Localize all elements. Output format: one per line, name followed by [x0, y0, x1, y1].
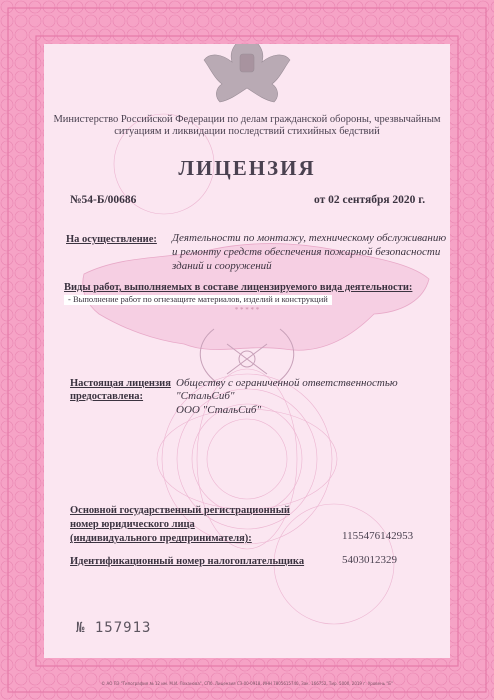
holder-value-line: ООО "СтальСиб" [176, 403, 262, 416]
holder-value [176, 377, 436, 417]
license-date: от 02 сентября 2020 г. [314, 194, 426, 206]
page-title: ЛИЦЕНЗИЯ [178, 156, 316, 180]
inn-label: Идентификационный номер налогоплательщика [70, 556, 305, 567]
holder-label [70, 377, 171, 403]
holder-value-line: "СтальСиб" [176, 390, 235, 403]
works-item: - Выполнение работ по огнезащите материалов, изделий и конструкций [64, 295, 332, 305]
document-field [44, 44, 450, 658]
ogrn-label [70, 504, 290, 547]
svg-text:* * * * *: * * * * * [234, 306, 260, 314]
license-number: №54-Б/00686 [70, 194, 137, 206]
inn-value: 5403012329 [342, 554, 397, 566]
printer-imprint: © АО ПЭ "Типография № 12 им. М.И. Лоханова", СПб. Лицензия СЗ-00-0918, ИНН 7805615740, Зак. 166752, Тир. 5000, 2019 г. Уровень "Б" [101, 681, 393, 686]
serial-number: № 157913 [76, 620, 152, 636]
activity-value: Деятельности по монтажу, техническому обслуживанию и ремонту средств обеспечения пожарной безопасности зданий и сооружений [172, 232, 447, 272]
works-label: Виды работ, выполняемых в составе лицензируемого вида деятельности: [64, 282, 413, 293]
holder-label-line: предоставлена: [70, 391, 144, 403]
holder-value-line: Обществу с ограниченной ответственностью [176, 377, 398, 389]
activity-label: На осуществление: [66, 234, 157, 245]
ogrn-label-line: (индивидуального предпринимателя): [70, 533, 252, 545]
ogrn-value: 1155476142953 [342, 530, 414, 542]
coat-of-arms-icon [204, 44, 290, 102]
holder-label-line: Настоящая лицензия [70, 378, 171, 389]
ogrn-label-line: номер юридического лица [70, 519, 195, 531]
ministry-name: Министерство Российской Федерации по делам гражданской обороны, чрезвычайным ситуациям и ликвидации последствий стихийных бедствий [53, 114, 441, 138]
ogrn-label-line: Основной государственный регистрационный [70, 505, 290, 516]
